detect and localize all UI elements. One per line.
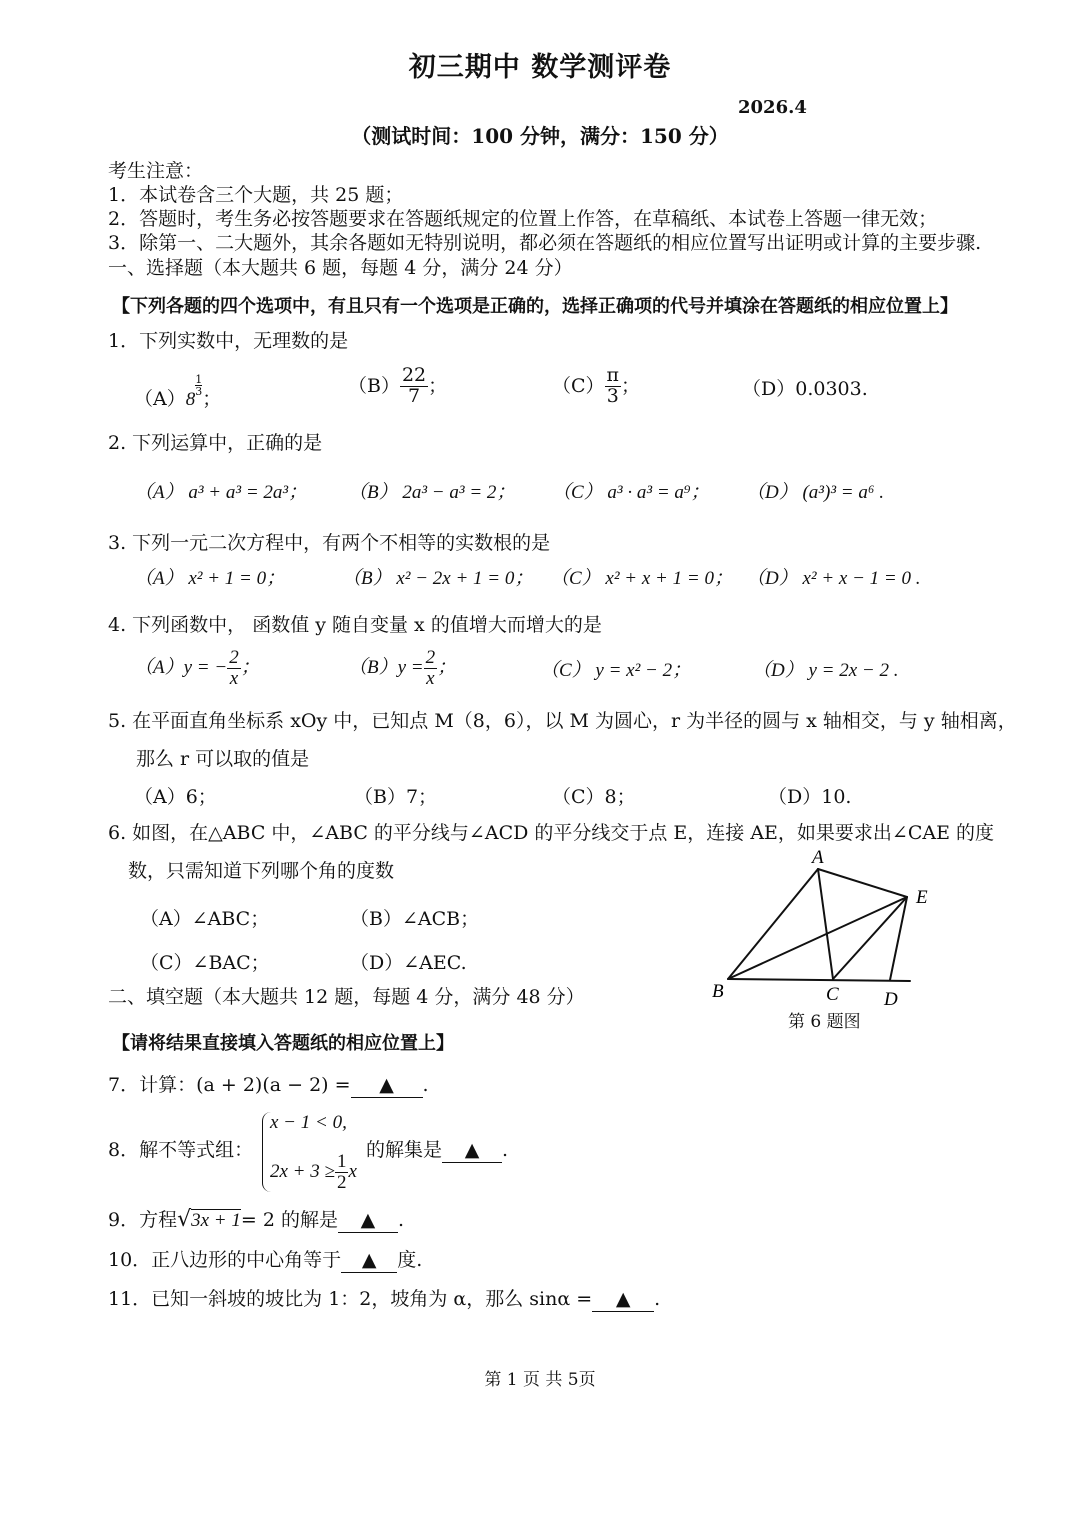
exp-denominator: 3 [195, 385, 203, 398]
option-label: （C） [552, 375, 605, 398]
denominator: 3 [606, 384, 619, 407]
q2-option-b: （B） 2a³ − a³ = 2； [348, 482, 516, 503]
fraction [335, 1152, 349, 1193]
fraction [227, 648, 241, 689]
fraction [605, 366, 622, 407]
section-instruction: 【请将结果直接填入答题纸的相应位置上】 [112, 1033, 454, 1054]
page-title: 初三期中 数学测评卷 [408, 52, 672, 83]
point-a-label: A [812, 847, 824, 868]
option-label: （A） [134, 657, 184, 679]
inequality-1: x − 1 < 0, [270, 1112, 347, 1133]
question-1-stem: 1．下列实数中，无理数的是 [108, 330, 349, 352]
question-text: 10．正八边形的中心角等于 [108, 1249, 342, 1271]
segment-ce [833, 897, 907, 979]
q4-option-c: （C） y = x² − 2； [540, 660, 692, 681]
segment-ab [728, 869, 818, 979]
notice-item: 1．本试卷含三个大题，共 25 题； [108, 184, 404, 206]
q4-option-a [134, 648, 260, 689]
page-number: 第 1 页 共 5页 [484, 1370, 596, 1390]
point-e-label: E [916, 887, 928, 908]
segment-be [728, 897, 907, 979]
q5-option-a: （A）6； [134, 786, 217, 808]
numerator: 22 [401, 364, 427, 386]
question-end: . [502, 1139, 509, 1161]
base: 8 [185, 389, 196, 410]
radicand: 3x + 1 [191, 1210, 241, 1231]
fraction [400, 366, 428, 407]
expression: y = − [183, 657, 228, 679]
q3-option-d: （D） x² + x − 1 = 0 . [746, 568, 921, 589]
q6-option-a: （A）∠ABC； [140, 908, 270, 930]
point-c-label: C [826, 984, 839, 1005]
answer-blank: ▲ [351, 1074, 423, 1098]
question-10 [108, 1249, 422, 1273]
question-6-stem: 6. 如图，在△ABC 中，∠ABC 的平分线与∠ACD 的平分线交于点 E，连接 AE，如果要求出∠CAE 的度 [108, 822, 995, 844]
section-heading: 二、填空题（本大题共 12 题，每题 4 分，满分 48 分） [108, 986, 585, 1008]
question-text: = 2 的解是 [240, 1209, 338, 1231]
segment-ed [890, 897, 907, 980]
answer-blank: ▲ [592, 1288, 654, 1312]
q3-option-c: （C） x² + x + 1 = 0； [550, 568, 733, 589]
question-text: 9．方程 [108, 1209, 178, 1231]
segment-ac [818, 869, 833, 979]
answer-blank: ▲ [338, 1209, 398, 1233]
denominator: 2 [336, 1171, 347, 1193]
question-7 [108, 1074, 429, 1098]
q6-option-c: （C）∠BAC； [140, 952, 270, 974]
question-text: 7．计算：(a + 2)(a − 2) = [108, 1074, 351, 1096]
inequality-left: 2x + 3 ≥ [270, 1161, 335, 1183]
q2-option-a: （A） a³ + a³ = 2a³； [134, 482, 308, 503]
question-9 [108, 1207, 404, 1233]
q5-option-b: （B）7； [354, 786, 438, 808]
q4-option-d: （D） y = 2x − 2 . [752, 660, 899, 681]
question-end: 度. [397, 1249, 423, 1271]
question-6-stem-cont: 数，只需知道下列哪个角的度数 [128, 860, 395, 882]
q6-option-b: （B）∠ACB； [350, 908, 480, 930]
question-5-stem: 5. 在平面直角坐标系 xOy 中，已知点 M（8，6），以 M 为圆心，r 为半径的圆与 x 轴相交，与 y 轴相离， [108, 710, 1017, 732]
q3-option-b: （B） x² − 2x + 1 = 0； [342, 568, 534, 589]
numerator: 2 [229, 647, 239, 668]
section-heading: 一、选择题（本大题共 6 题，每题 4 分，满分 24 分） [108, 257, 573, 279]
question-end: . [654, 1288, 661, 1310]
answer-blank: ▲ [341, 1249, 397, 1273]
option-end: ； [428, 375, 448, 398]
inequality-2 [270, 1152, 357, 1193]
question-8-tail [366, 1139, 508, 1163]
point-b-label: B [712, 981, 724, 1002]
expression: y = [397, 657, 424, 679]
denominator: 7 [408, 384, 421, 407]
segment-ae [818, 869, 907, 897]
q2-option-d: （D） (a³)³ = a⁶ . [746, 482, 884, 503]
notice-item: 3．除第一、二大题外，其余各题如无特别说明，都必须在答题纸的相应位置写出证明或计算的主要步骤. [108, 232, 982, 254]
segment-bd [728, 979, 910, 981]
fraction [424, 648, 438, 689]
triangle-figure [700, 845, 940, 1040]
q4-option-b [348, 648, 456, 689]
exam-date: 2026.4 [738, 97, 807, 118]
notice-item: 2．答题时，考生务必按答题要求在答题纸规定的位置上作答，在草稿纸、本试卷上答题一律无效； [108, 208, 938, 230]
numerator: π [606, 364, 620, 386]
question-2-stem: 2. 下列运算中，正确的是 [108, 432, 323, 454]
denominator: x [426, 667, 435, 689]
q6-option-d: （D）∠AEC. [350, 952, 467, 974]
question-end: . [397, 1209, 405, 1231]
question-3-stem: 3. 下列一元二次方程中，有两个不相等的实数根的是 [108, 532, 551, 554]
question-text: 11．已知一斜坡的坡比为 1：2，坡角为 α，那么 sinα = [108, 1288, 593, 1310]
q1-option-b [348, 366, 447, 407]
question-8-label: 8．解不等式组： [108, 1139, 254, 1161]
option-label: （D） [742, 378, 796, 400]
numerator: 1 [336, 1151, 347, 1172]
denominator: x [229, 667, 239, 689]
notice-heading: 考生注意： [108, 160, 204, 182]
q5-option-d: （D）10. [768, 786, 852, 808]
test-info: （测试时间：100 分钟，满分：150 分） [351, 124, 729, 148]
figure-caption: 第 6 题图 [788, 1012, 861, 1032]
q1-option-a [134, 374, 221, 412]
option-end: ； [240, 657, 260, 679]
question-end: . [422, 1074, 429, 1096]
sqrt-icon: √ [177, 1207, 192, 1232]
option-label: （B） [348, 657, 398, 679]
q2-option-c: （C） a³ · a³ = a⁹； [552, 482, 710, 503]
repeating-decimal: 0.0303 [795, 378, 862, 400]
exp-numerator: 1 [195, 373, 203, 386]
section-instruction: 【下列各题的四个选项中，有且只有一个选项是正确的，选择正确项的代号并填涂在答题纸的相应位置上】 [112, 296, 958, 317]
option-end: ； [437, 657, 457, 679]
question-5-stem-cont: 那么 r 可以取的值是 [136, 748, 310, 770]
question-4-stem: 4. 下列函数中， 函数值 y 随自变量 x 的值增大而增大的是 [108, 614, 602, 636]
q1-option-d [742, 378, 868, 401]
q3-option-a: （A） x² + 1 = 0； [134, 568, 286, 589]
option-label: （A） [134, 388, 186, 410]
option-end: ； [621, 375, 641, 398]
variable: x [348, 1161, 357, 1183]
question-11 [108, 1288, 660, 1312]
option-end: . [861, 378, 868, 400]
option-end: ； [202, 388, 222, 410]
option-label: （B） [348, 375, 400, 398]
numerator: 2 [425, 647, 436, 668]
q5-option-c: （C）8； [552, 786, 636, 808]
q1-option-c [552, 366, 640, 407]
point-d-label: D [884, 989, 898, 1010]
question-text: 的解集是 [366, 1139, 443, 1161]
answer-blank: ▲ [442, 1139, 502, 1163]
